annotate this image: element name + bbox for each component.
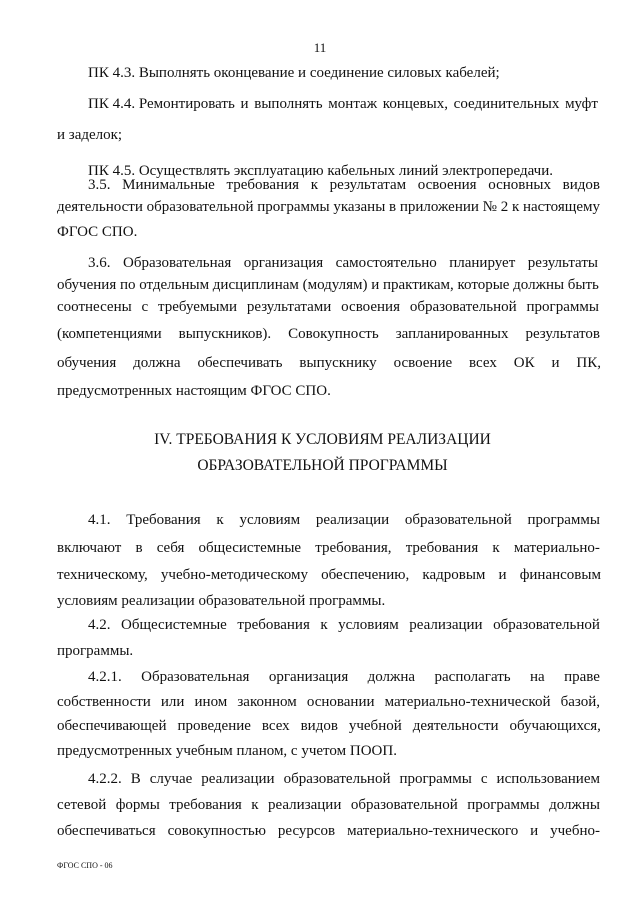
text-word: быть bbox=[567, 277, 599, 293]
text-word: законном bbox=[237, 694, 297, 710]
text-word: условиям bbox=[239, 512, 301, 528]
text-word: общесистемные bbox=[198, 540, 302, 556]
text-word: 3.6. bbox=[88, 255, 111, 271]
text-word: образовательной bbox=[493, 617, 600, 633]
text-word: результатами bbox=[246, 299, 332, 315]
text-word: всех bbox=[261, 718, 290, 734]
text-word: обучения bbox=[57, 277, 117, 293]
text-word: выпускнику bbox=[299, 355, 377, 371]
text-word: ПК 4.5. Осуществлять эксплуатацию кабельных линий электропередачи. bbox=[88, 163, 553, 179]
text-word: Общесистемные bbox=[120, 617, 227, 633]
text-word: и bbox=[498, 567, 507, 583]
text-word: образовательной bbox=[146, 199, 254, 215]
text-word: отдельным bbox=[139, 277, 210, 293]
text-word: Минимальные bbox=[122, 177, 215, 193]
text-line bbox=[57, 297, 599, 317]
text-word: обучения bbox=[57, 355, 117, 371]
page-number: 11 bbox=[313, 40, 327, 55]
text-word: всех bbox=[469, 355, 497, 371]
text-word: Образовательная bbox=[141, 669, 250, 685]
text-line bbox=[57, 197, 600, 217]
text-line bbox=[150, 430, 495, 450]
text-word: учебно- bbox=[550, 823, 600, 839]
text-word: ОБРАЗОВАТЕЛЬНОЙ ПРОГРАММЫ bbox=[197, 457, 448, 474]
text-word: освоения bbox=[341, 299, 400, 315]
text-word: 3.5. bbox=[88, 177, 111, 193]
text-word: совокупностью bbox=[167, 823, 266, 839]
text-word: требования bbox=[226, 177, 300, 193]
text-word: обеспечению, bbox=[321, 567, 410, 583]
text-word: основных bbox=[488, 177, 551, 193]
text-line bbox=[57, 324, 600, 344]
text-word: использованием bbox=[496, 771, 600, 787]
text-line bbox=[57, 565, 601, 585]
text-word: к bbox=[511, 199, 520, 215]
text-word: настоящему bbox=[522, 199, 600, 215]
text-line bbox=[57, 821, 600, 841]
text-word: Совокупность bbox=[288, 326, 379, 342]
text-word: результатам bbox=[329, 177, 407, 193]
text-word: муфт bbox=[565, 96, 598, 112]
text-word: 4.2.1. bbox=[88, 669, 122, 685]
text-line bbox=[57, 381, 332, 401]
text-line bbox=[88, 253, 598, 273]
text-word: в bbox=[389, 199, 397, 215]
text-word: приложении bbox=[399, 199, 479, 215]
text-word: требования bbox=[237, 617, 310, 633]
text-word: кадровым bbox=[422, 567, 486, 583]
text-word: располагать bbox=[434, 669, 511, 685]
text-word: требования bbox=[169, 797, 242, 813]
text-word: 2 bbox=[500, 199, 509, 215]
text-word: формы bbox=[115, 797, 160, 813]
text-word: В bbox=[130, 771, 141, 787]
text-word: по bbox=[119, 277, 136, 293]
text-word: к bbox=[251, 797, 259, 813]
text-word: монтаж bbox=[328, 96, 378, 112]
text-word: программы bbox=[257, 199, 330, 215]
text-word: ПК, bbox=[576, 355, 601, 371]
text-word: освоение bbox=[393, 355, 453, 371]
text-line bbox=[57, 716, 601, 736]
text-word: самостоятельно bbox=[335, 255, 437, 271]
text-word: ПК 4.3. Выполнять оконцевание и соединение силовых кабелей; bbox=[88, 65, 500, 81]
text-line bbox=[57, 275, 599, 295]
text-word: программы bbox=[467, 797, 540, 813]
text-word: организация bbox=[243, 255, 324, 271]
text-word: практикам, bbox=[382, 277, 454, 293]
text-word: деятельности bbox=[412, 718, 499, 734]
text-word: и bbox=[371, 277, 380, 293]
text-word: к bbox=[216, 512, 224, 528]
text-word: себя bbox=[156, 540, 185, 556]
footer-code: ФГОС СПО - 06 bbox=[57, 861, 113, 870]
text-word: на bbox=[530, 669, 545, 685]
text-word: результаты bbox=[527, 255, 598, 271]
text-word: образовательной bbox=[409, 299, 517, 315]
text-word: и bbox=[240, 96, 249, 112]
text-word: условиям реализации образовательной программы. bbox=[57, 593, 386, 609]
text-word: или bbox=[160, 694, 185, 710]
text-word: обеспечивающей bbox=[57, 718, 167, 734]
text-word: материально-технического bbox=[347, 823, 519, 839]
text-word: 4.1. bbox=[88, 512, 111, 528]
text-line bbox=[57, 538, 600, 558]
text-word: ПК 4.4. Ремонтировать bbox=[88, 96, 235, 112]
text-word: реализации bbox=[268, 797, 342, 813]
text-word: организация bbox=[268, 669, 349, 685]
text-word: и bbox=[530, 823, 539, 839]
text-word: материально- bbox=[513, 540, 600, 556]
text-word: видов bbox=[300, 718, 338, 734]
text-word: (модулям) bbox=[302, 277, 368, 293]
text-word: IV. ТРЕБОВАНИЯ К УСЛОВИЯМ РЕАЛИЗАЦИИ bbox=[154, 431, 491, 448]
text-word: деятельности bbox=[57, 199, 143, 215]
text-word: техническому, bbox=[57, 567, 148, 583]
text-word: с bbox=[480, 771, 488, 787]
text-line bbox=[57, 353, 601, 373]
text-word: и bbox=[551, 355, 560, 371]
text-word: должна bbox=[133, 355, 181, 371]
text-word: образовательной bbox=[283, 771, 391, 787]
text-line bbox=[88, 667, 600, 687]
text-word: проведение bbox=[177, 718, 251, 734]
text-word: реализации bbox=[315, 512, 390, 528]
text-word: соединительных bbox=[453, 96, 560, 112]
text-line bbox=[57, 741, 412, 761]
text-word: обучающихся, bbox=[509, 718, 601, 734]
text-word: программы bbox=[526, 299, 599, 315]
text-word: к bbox=[310, 177, 318, 193]
text-word: концевых, bbox=[382, 96, 448, 112]
text-word: видов bbox=[562, 177, 600, 193]
text-line bbox=[88, 769, 600, 789]
text-word: запланированных bbox=[395, 326, 509, 342]
text-word: условиям bbox=[338, 617, 399, 633]
text-word: с bbox=[141, 299, 149, 315]
text-line bbox=[57, 795, 600, 815]
text-word: 4.2. bbox=[88, 617, 111, 633]
text-word: должны bbox=[549, 797, 600, 813]
text-word: включают bbox=[57, 540, 122, 556]
text-word: предусмотренных настоящим ФГОС СПО. bbox=[57, 383, 331, 399]
text-word: к bbox=[320, 617, 328, 633]
text-word: финансовым bbox=[519, 567, 601, 583]
text-line bbox=[57, 125, 137, 145]
text-word: и заделок; bbox=[57, 127, 123, 143]
text-word: образовательной bbox=[350, 797, 458, 813]
text-line bbox=[88, 510, 600, 530]
text-word: в bbox=[135, 540, 143, 556]
text-word: 4.2.2. bbox=[88, 771, 122, 787]
text-word: требуемыми bbox=[158, 299, 238, 315]
text-line bbox=[57, 692, 600, 712]
text-word: реализации bbox=[201, 771, 275, 787]
text-word: требования, bbox=[315, 540, 392, 556]
text-word: предусмотренных учебным планом, с учетом ПООП. bbox=[57, 743, 397, 759]
text-word: ином bbox=[194, 694, 228, 710]
text-word: которые bbox=[457, 277, 510, 293]
text-word: сетевой bbox=[57, 797, 107, 813]
text-word: требования bbox=[405, 540, 479, 556]
text-line bbox=[57, 641, 147, 661]
text-word: учебно-методическому bbox=[160, 567, 308, 583]
text-word: Образовательная bbox=[123, 255, 232, 271]
text-word: базой, bbox=[560, 694, 600, 710]
text-word: основании bbox=[306, 694, 375, 710]
text-line bbox=[88, 175, 600, 195]
text-word: дисциплинам bbox=[212, 277, 299, 293]
text-word: материально-технической bbox=[384, 694, 551, 710]
text-word: № bbox=[482, 199, 497, 215]
text-word: учебной bbox=[348, 718, 402, 734]
text-word: праве bbox=[564, 669, 600, 685]
text-word: обеспечиваться bbox=[57, 823, 156, 839]
text-word: ОК bbox=[513, 355, 535, 371]
text-word: должна bbox=[367, 669, 416, 685]
text-word: случае bbox=[149, 771, 193, 787]
text-word: освоения bbox=[417, 177, 477, 193]
text-word: соотнесены bbox=[57, 299, 132, 315]
text-word: собственности bbox=[57, 694, 151, 710]
text-word: выполнять bbox=[254, 96, 323, 112]
text-word: к bbox=[492, 540, 500, 556]
text-line bbox=[57, 591, 387, 611]
text-word: ФГОС СПО. bbox=[57, 224, 138, 240]
text-line bbox=[88, 615, 600, 635]
text-word: указаны bbox=[333, 199, 386, 215]
text-word: (компетенциями bbox=[57, 326, 162, 342]
text-line bbox=[88, 94, 598, 114]
text-line bbox=[57, 222, 137, 242]
text-word: реализации bbox=[409, 617, 483, 633]
text-word: Требования bbox=[126, 512, 201, 528]
text-word: ресурсов bbox=[277, 823, 336, 839]
text-word: программы bbox=[399, 771, 472, 787]
text-word: результатов bbox=[525, 326, 600, 342]
text-word: программы bbox=[527, 512, 600, 528]
text-word: планирует bbox=[449, 255, 516, 271]
text-line bbox=[150, 456, 495, 476]
text-word: программы. bbox=[57, 643, 134, 659]
text-line bbox=[88, 63, 502, 83]
text-word: обеспечивать bbox=[197, 355, 283, 371]
text-word: выпускников). bbox=[178, 326, 272, 342]
text-word: образовательной bbox=[404, 512, 512, 528]
text-word: должны bbox=[513, 277, 565, 293]
